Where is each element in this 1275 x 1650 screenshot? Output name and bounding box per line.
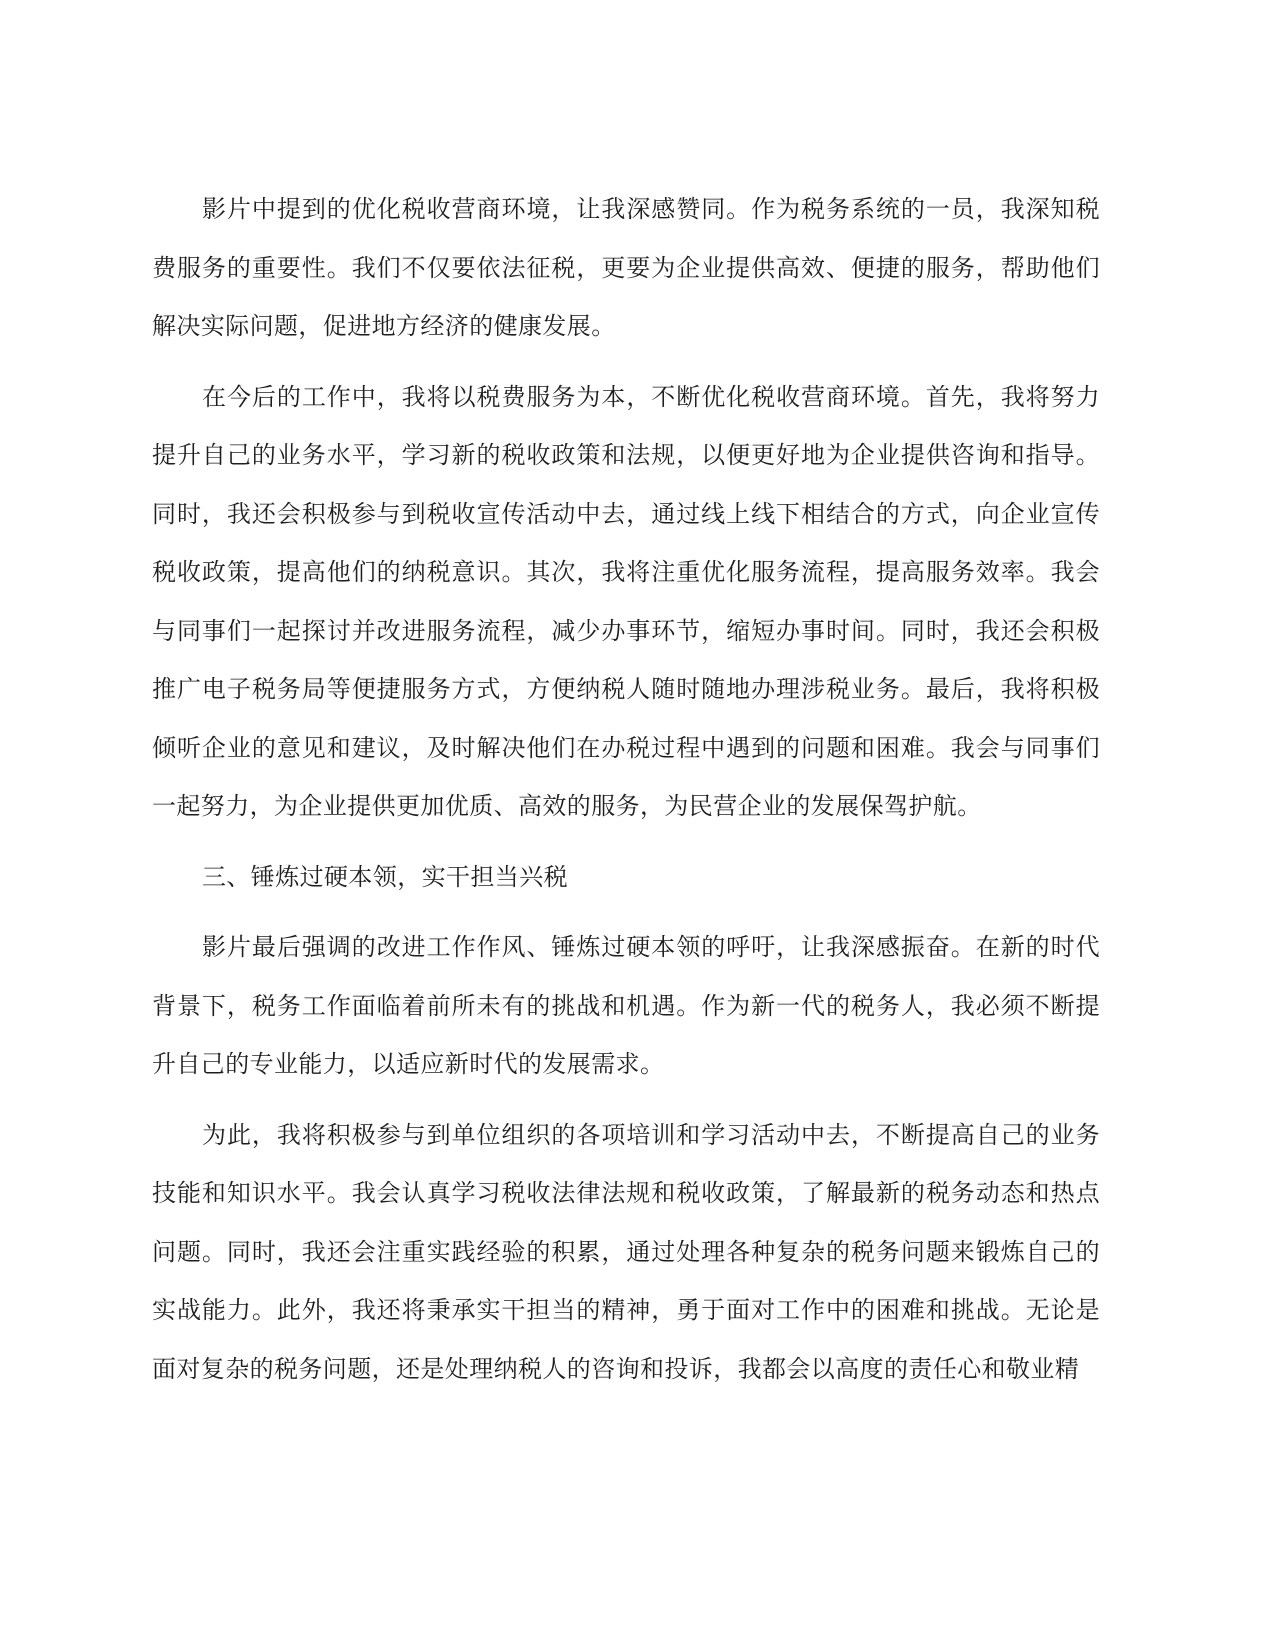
document-body [152,180,1100,1410]
paragraph-improve-style: 影片最后强调的改进工作作风、锤炼过硬本领的呼吁，让我深感振奋。在新的时代背景下，税务工作面临着前所未有的挑战和机遇。作为新一代的税务人，我必须不断提升自己的专业能力，以适应新时代的发展需求。 [152,933,1100,1078]
paragraph-future-work: 在今后的工作中，我将以税费服务为本，不断优化税收营商环境。首先，我将努力提升自己的业务水平，学习新的税收政策和法规，以便更好地为企业提供咨询和指导。同时，我还会积极参与到税收宣传活动中去，通过线上线下相结合的方式，向企业宣传税收政策，提高他们的纳税意识。其次，我将注重优化服务流程，提高服务效率。我会与同事们一起探讨并改进服务流程，减少办事环节，缩短办事时间。同时，我还会积极推广电子税务局等便捷服务方式，方便纳税人随时随地办理涉税业务。最后，我将积极倾听企业的意见和建议，及时解决他们在办税过程中遇到的问题和困难。我会与同事们一起努力，为企业提供更加优质、高效的服务，为民营企业的发展保驾护航。 [152,382,1100,820]
paragraph-optimize-environment: 影片中提到的优化税收营商环境，让我深感赞同。作为税务系统的一员，我深知税费服务的重要性。我们不仅要依法征税，更要为企业提供高效、便捷的服务，帮助他们解决实际问题，促进地方经济的健康发展。 [152,195,1100,340]
paragraph-training: 为此，我将积极参与到单位组织的各项培训和学习活动中去，不断提高自己的业务技能和知识水平。我会认真学习税收法律法规和税收政策，了解最新的税务动态和热点问题。同时，我还会注重实践经验的积累，通过处理各种复杂的税务问题来锻炼自己的实战能力。此外，我还将秉承实干担当的精神，勇于面对工作中的困难和挑战。无论是面对复杂的税务问题，还是处理纳税人的咨询和投诉，我都会以高度的责任心和敬业精 [152,1120,1100,1383]
section-heading: 三、锤炼过硬本领，实干担当兴税 [202,862,568,891]
